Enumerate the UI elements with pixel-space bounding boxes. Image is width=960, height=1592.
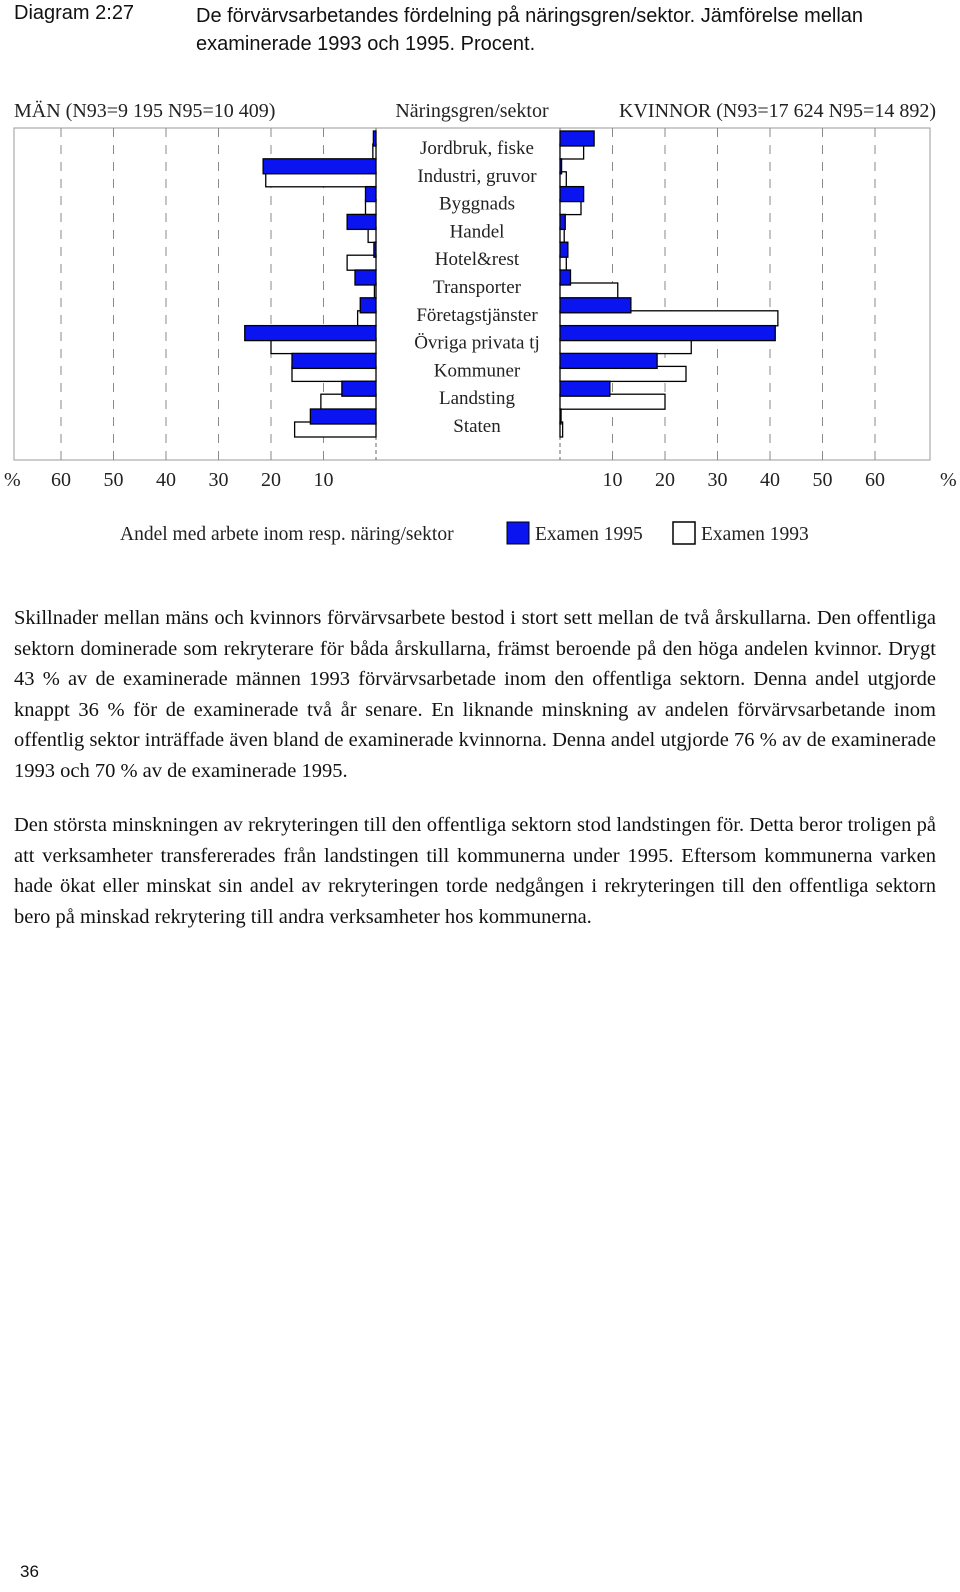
category-label: Handel	[449, 221, 505, 243]
legend-swatch-1995	[507, 522, 529, 544]
tick-label: 10	[602, 469, 623, 491]
category-label: Jordbruk, fiske	[420, 138, 534, 159]
page-number: 36	[20, 1562, 39, 1581]
legend-label-1995: Examen 1995	[535, 524, 643, 545]
bar-women-1995	[560, 326, 775, 341]
category-label: Transporter	[433, 277, 521, 298]
tick-label: 30	[208, 469, 229, 491]
tick-label: 40	[156, 469, 176, 491]
category-label: Hotel&rest	[434, 249, 520, 271]
tick-label: 40	[760, 469, 780, 491]
bar-women-1995	[560, 214, 565, 229]
bar-men-1995	[292, 353, 376, 368]
bar-women-1995	[560, 270, 571, 285]
bar-women-1995	[560, 381, 610, 396]
bar-men-1995	[374, 242, 376, 257]
labels	[4, 99, 957, 491]
category-label: Kommuner	[433, 360, 521, 382]
legend-prefix: Andel med arbete inom resp. näring/sektor	[120, 524, 454, 545]
tick-label: 50	[103, 469, 124, 491]
tick-label: 20	[261, 469, 281, 491]
tick-label: 60	[865, 469, 885, 491]
bar-men-1995	[263, 159, 376, 174]
bar-men-1993	[347, 255, 376, 270]
bar-women-1995	[560, 242, 568, 257]
bar-women-1995	[560, 409, 561, 424]
bar-men-1995	[342, 381, 376, 396]
center-title: Näringsgren/sektor	[395, 100, 549, 122]
axis-unit-left: %	[4, 469, 21, 491]
right-panel-title: KVINNOR (N93=17 624 N95=14 892)	[619, 100, 936, 122]
tick-label: 30	[707, 469, 728, 491]
bar-women-1995	[560, 298, 631, 313]
axis-unit-right: %	[940, 469, 957, 491]
category-label: Företagstjänster	[416, 304, 538, 326]
legend-label-1993: Examen 1993	[701, 524, 809, 545]
tick-label: 10	[313, 469, 334, 491]
bar-men-1995	[245, 326, 376, 341]
bar-men-1995	[366, 187, 377, 202]
bar-men-1995	[360, 298, 376, 313]
bar-women-1995	[560, 159, 562, 174]
tick-label: 60	[51, 469, 71, 491]
bar-women-1995	[560, 131, 594, 146]
category-label: Industri, gruvor	[417, 165, 537, 187]
bar-men-1995	[347, 214, 376, 229]
category-label: Övriga privata tj	[414, 332, 540, 354]
bar-men-1995	[310, 409, 376, 424]
diagram-title: De förvärvsarbetandes fördelning på näringsgren/sektor. Jämförelse mellan examinerade 1993 och 1995. Procent.	[196, 5, 864, 55]
diagram-label: Diagram 2:27	[14, 2, 135, 24]
category-label: Staten	[453, 416, 501, 437]
body-text	[14, 603, 936, 956]
legend-swatch-1993	[673, 522, 695, 544]
tick-label: 20	[655, 469, 675, 491]
paragraph: Den största minskningen av rekryteringen till den offentliga sektorn stod landstingen för. Detta beror troligen på att verksamheter transfererades från landstingen till kommunerna under 1995. Eftersom kommunerna varken hade ökat eller minskat sin andel av rekryteringen torde nedgången i rekryteringen till den offentliga sektorn bero på minskad rekrytering till andra verksamheter hos kommunerna.	[14, 814, 936, 928]
bar-women-1995	[560, 353, 657, 368]
tick-label: 50	[812, 469, 833, 491]
category-label: Byggnads	[439, 193, 515, 215]
bar-men-1995	[355, 270, 376, 285]
bar-women-1995	[560, 187, 584, 202]
bar-men-1995	[373, 131, 376, 146]
left-panel-title: MÄN (N93=9 195 N95=10 409)	[14, 100, 276, 122]
butterfly-bar-chart	[0, 90, 960, 560]
category-label: Landsting	[439, 388, 515, 410]
legend	[120, 522, 809, 545]
paragraph: Skillnader mellan mäns och kvinnors förvärvsarbete bestod i stort sett mellan de två årskullarna. Den offentliga sektorn dominerade som rekryterare för båda årskullarna, främst beroende på den höga andelen kvinnor. Drygt 43 % av de examinerade männen 1993 förvärvsarbetade inom den offentliga sektorn. Denna andel utgjorde knappt 36 % för de examinerade två år senare. En liknande minskning av andelen förvärvsarbetande inom offentlig sektor inträffade även bland de examinerade kvinnorna. Denna andel utgjorde 76 % av de examinerade 1993 och 70 % av de examinerade 1995.	[14, 607, 936, 782]
